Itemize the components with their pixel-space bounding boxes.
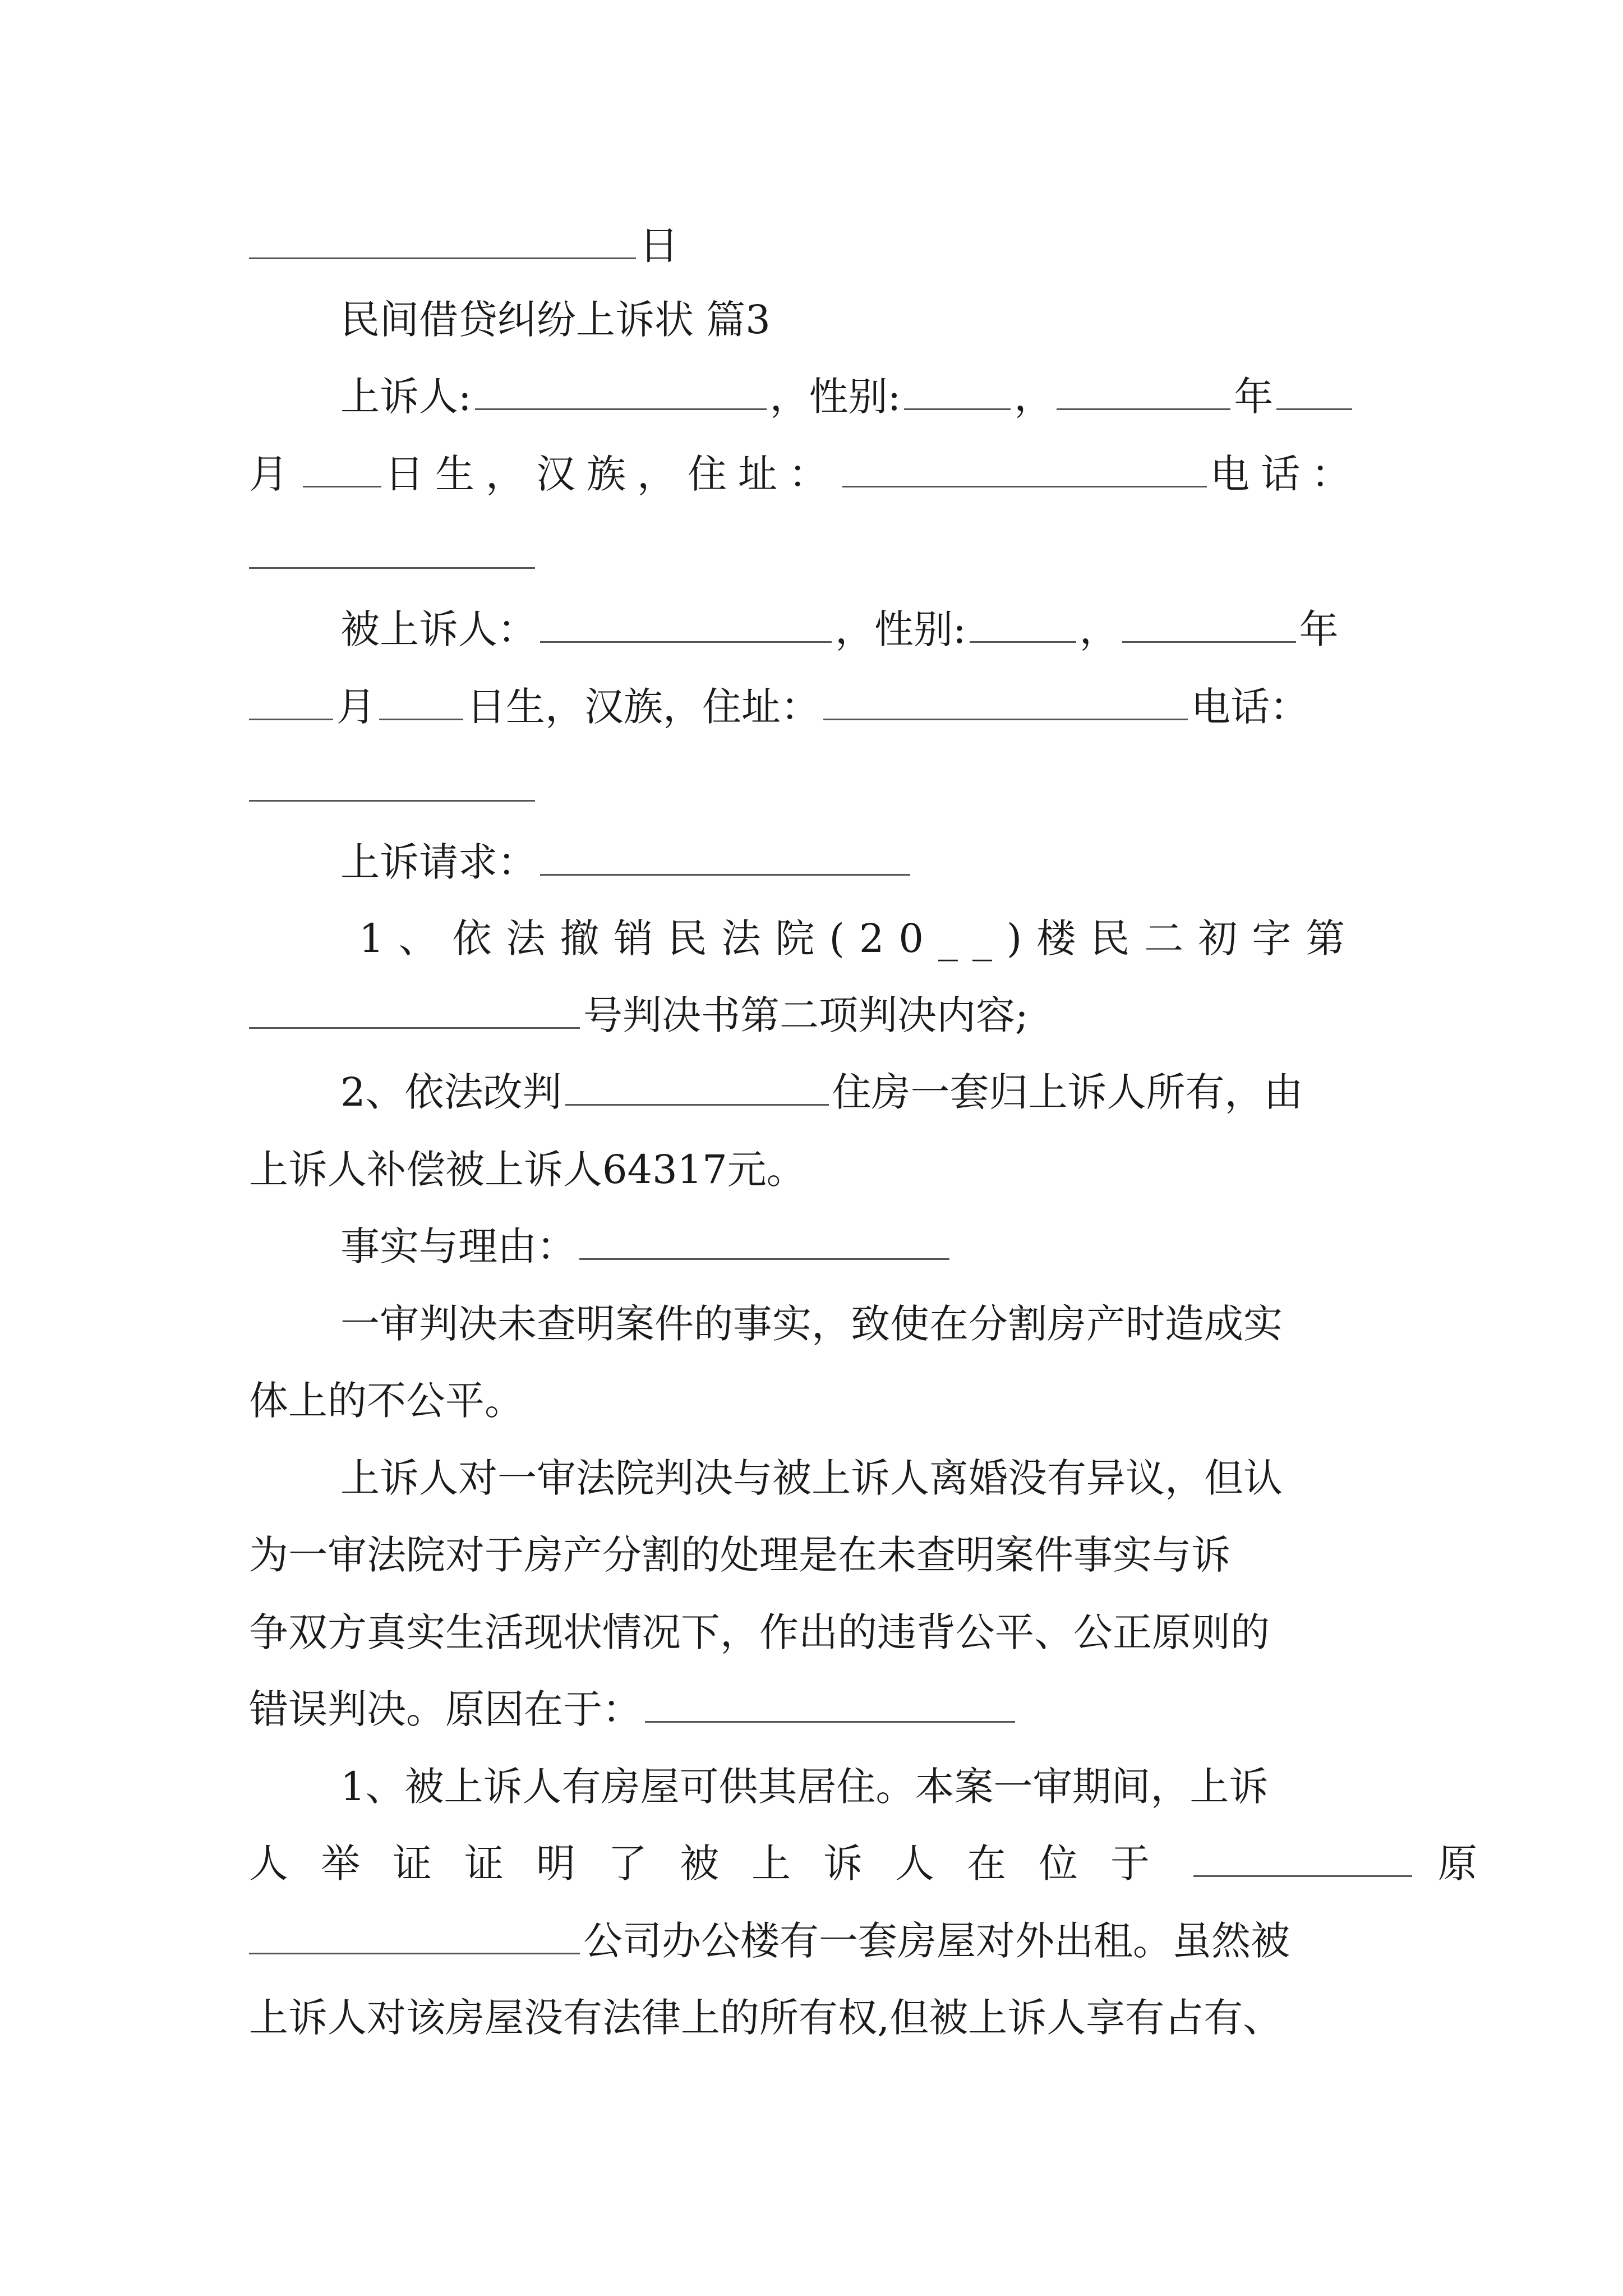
- facts-heading: [340, 1218, 1387, 1274]
- phone-label: 电话：: [1210, 451, 1362, 497]
- paragraph-3-line-2: [249, 1835, 1477, 1892]
- blank: [540, 839, 910, 876]
- request-1-line-2: [249, 987, 1387, 1043]
- blank: [379, 684, 463, 720]
- blank: [249, 765, 535, 802]
- appellee-line-3: [249, 760, 1387, 816]
- paragraph-3-line-4: 上诉人对该房屋没有法律上的所有权,但被上诉人享有占有、: [249, 1995, 1283, 2041]
- blank: [249, 684, 333, 720]
- colon: :: [458, 374, 472, 420]
- phone-label: 电话：: [1191, 684, 1309, 730]
- blank: [579, 1223, 949, 1260]
- blank: [565, 1069, 829, 1106]
- blank: [540, 606, 832, 643]
- paragraph-3-line-1: 1、被上诉人有房屋可供其居住。本案一审期间，上诉: [340, 1764, 1269, 1810]
- month-label: 月: [336, 684, 376, 730]
- blank: [970, 606, 1076, 643]
- separator: ，: [1079, 606, 1119, 652]
- request-2-line-2: 上诉人补偿被上诉人64317元。: [249, 1147, 806, 1193]
- year-label: 年: [1234, 374, 1274, 420]
- request-1-text: 号判决书第二项判决内容;: [583, 992, 1029, 1038]
- appellee-label: 被上诉人：: [340, 606, 537, 652]
- paragraph-2-line-1: 上诉人对一审法院判决与被上诉人离婚没有异议，但认: [340, 1455, 1283, 1501]
- paragraph-2-line-2: 为一审法院对于房产分割的处理是在未查明案件事实与诉: [249, 1532, 1230, 1578]
- blank: [249, 223, 636, 259]
- paragraph-3-end: 原: [1438, 1841, 1477, 1887]
- date-line: [249, 218, 1387, 274]
- appellee-line-2: [249, 679, 1387, 735]
- appellant-label: 上诉人: [340, 374, 458, 420]
- born-label: 日生，汉族，住址：: [467, 684, 820, 730]
- blank: [823, 684, 1188, 720]
- section-title: 民间借贷纠纷上诉状 篇3: [340, 297, 771, 343]
- appellant-line-1: [340, 369, 1387, 425]
- paragraph-3-text-2: 公司办公楼有一套房屋对外出租。虽然被: [583, 1918, 1290, 1964]
- paragraph-2-line-4: [249, 1681, 1387, 1737]
- request-label: 上诉请求：: [340, 839, 537, 885]
- paragraph-1-line-2: 体上的不公平。: [249, 1378, 524, 1424]
- blank: [303, 451, 381, 487]
- facts-label: 事实与理由：: [340, 1223, 576, 1269]
- blank: [1122, 606, 1296, 643]
- blank: [1276, 374, 1352, 410]
- born-label: 日生，汉族，住址：: [385, 451, 839, 497]
- appellee-line-1: [340, 601, 1387, 657]
- request-heading: [340, 834, 1387, 890]
- day-char: 日: [639, 223, 679, 269]
- paragraph-3-line-3: [249, 1913, 1387, 1969]
- request-2-post: 住房一套归上诉人所有，由: [832, 1069, 1303, 1115]
- blank: [645, 1686, 1015, 1723]
- blank: [249, 532, 535, 569]
- separator: ，: [1014, 374, 1054, 420]
- blank: [1193, 1841, 1412, 1877]
- month-label: 月: [249, 451, 299, 497]
- request-2-line-1: [340, 1064, 1387, 1120]
- blank: [842, 451, 1207, 487]
- blank: [249, 1918, 580, 1954]
- request-2-pre: 2、依法改判: [340, 1069, 562, 1115]
- paragraph-2-text: 错误判决。原因在于：: [249, 1686, 642, 1732]
- blank: [1057, 374, 1230, 410]
- paragraph-1-line-1: 一审判决未查明案件的事实，致使在分割房产时造成实: [340, 1301, 1283, 1347]
- year-label: 年: [1299, 606, 1339, 652]
- appellant-line-2: [249, 446, 1387, 502]
- blank: [904, 374, 1011, 410]
- paragraph-2-line-3: 争双方真实生活现状情况下，作出的违背公平、公正原则的: [249, 1609, 1270, 1655]
- blank: [249, 992, 580, 1029]
- gender-label: ，性别:: [769, 374, 901, 420]
- gender-label: ，性别:: [835, 606, 966, 652]
- paragraph-3-text: 人举证证明了被上诉人在位于: [249, 1841, 1182, 1887]
- blank: [475, 374, 767, 410]
- request-1-line-1: 1、依法撤销民法院(20__)楼民二初字第: [359, 915, 1360, 961]
- appellant-line-3: [249, 527, 1387, 583]
